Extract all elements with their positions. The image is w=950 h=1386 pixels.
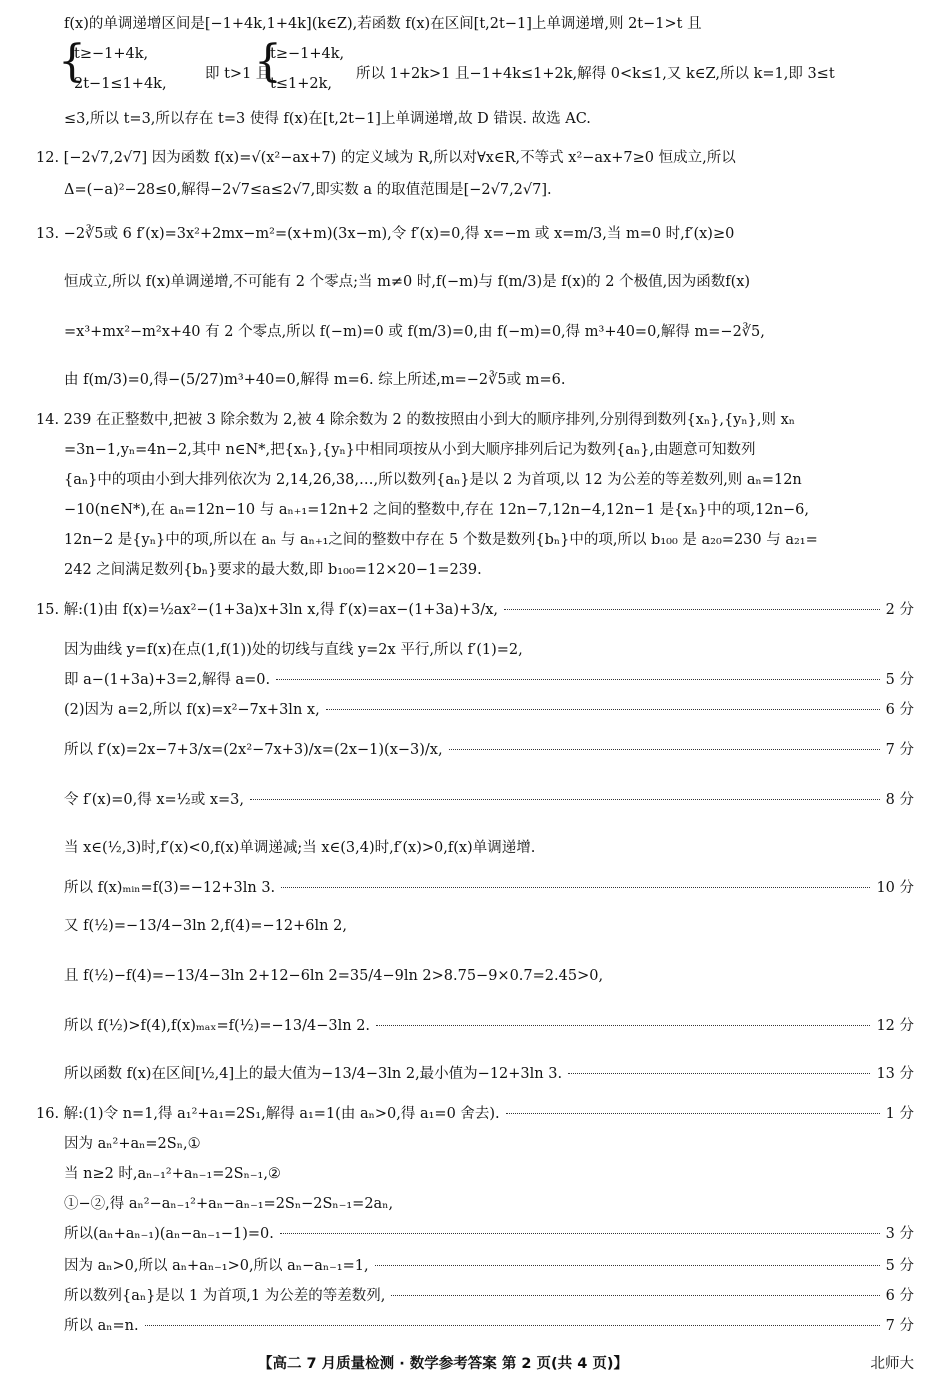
q15-step: 所以函数 f(x)在区间[½,4]上的最大值为−13/4−3ln 2,最小值为−12+3ln 3. 13 分	[64, 1062, 914, 1082]
text-line: t≥−1+4k,	[74, 46, 149, 62]
q14-line: {aₙ}中的项由小到大排列依次为 2,14,26,38,…,所以数列{aₙ}是以 2 为首项,以 12 为公差的等差数列,则 aₙ=12n	[64, 472, 802, 488]
score-mark: 2 分	[885, 602, 914, 618]
q15-step: 所以 f(x)ₘᵢₙ=f(3)=−12+3ln 3. 10 分	[64, 876, 914, 896]
text-line: t≥−1+4k,	[270, 46, 345, 62]
q16-step: 16. 解:(1)令 n=1,得 a₁²+a₁=2S₁,解得 a₁=1(由 aₙ>0,得 a₁=0 舍去). 1 分	[36, 1102, 914, 1122]
q15-step: 且 f(½)−f(4)=−13/4−3ln 2+12−6ln 2=35/4−9ln 2>8.75−9×0.7=2.45>0,	[64, 968, 604, 984]
q15-step: (2)因为 a=2,所以 f(x)=x²−7x+3ln x, 6 分	[64, 698, 914, 718]
text-line: 2t−1≤1+4k,	[74, 76, 167, 92]
q13-line: =x³+mx²−m²x+40 有 2 个零点,所以 f(−m)=0 或 f(m/3)=0,由 f(−m)=0,得 m³+40=0,解得 m=−2∛5,	[64, 324, 765, 340]
score-mark: 7 分	[885, 1318, 914, 1334]
publisher-label: 北师大	[870, 1356, 914, 1372]
q15-step: 令 f′(x)=0,得 x=½或 x=3, 8 分	[64, 788, 914, 808]
score-mark: 1 分	[885, 1106, 914, 1122]
score-mark: 5 分	[885, 672, 914, 688]
q14-line: =3n−1,yₙ=4n−2,其中 n∈N*,把{xₙ},{yₙ}中相同项按从小到大顺序排列后记为数列{aₙ},由题意可知数列	[64, 442, 756, 458]
q16-step: 所以 aₙ=n. 7 分	[64, 1314, 914, 1334]
q14-line: 14. 239 在正整数中,把被 3 除余数为 2,被 4 除余数为 2 的数按照由小到大的顺序排列,分别得到数列{xₙ},{yₙ},则 xₙ	[36, 412, 796, 428]
q15-step: 因为曲线 y=f(x)在点(1,f(1))处的切线与直线 y=2x 平行,所以 f′(1)=2,	[64, 642, 523, 658]
score-mark: 12 分	[876, 1018, 914, 1034]
q14-line: 12n−2 是{yₙ}中的项,所以在 aₙ 与 aₙ₊₁之间的整数中存在 5 个数是数列{bₙ}中的项,所以 b₁₀₀ 是 a₂₀=230 与 a₂₁=	[64, 532, 818, 548]
text-line: t≤1+2k,	[270, 76, 332, 92]
q13-line: 13. −2∛5或 6 f′(x)=3x²+2mx−m²=(x+m)(3x−m),令 f′(x)=0,得 x=−m 或 x=m/3,当 m=0 时,f′(x)≥0	[36, 226, 735, 242]
score-mark: 3 分	[885, 1226, 914, 1242]
q15-step: 又 f(½)=−13/4−3ln 2,f(4)=−12+6ln 2,	[64, 918, 347, 934]
text-line: 即 t>1 且	[205, 66, 271, 82]
score-mark: 5 分	[885, 1258, 914, 1274]
q16-step: ①−②,得 aₙ²−aₙ₋₁²+aₙ−aₙ₋₁=2Sₙ−2Sₙ₋₁=2aₙ,	[64, 1196, 394, 1212]
page-footer: 【高二 7 月质量检测 · 数学参考答案 第 2 页(共 4 页)】	[258, 1356, 628, 1372]
q15-step: 当 x∈(½,3)时,f′(x)<0,f(x)单调递减;当 x∈(3,4)时,f′(x)>0,f(x)单调递增.	[64, 840, 536, 856]
q16-step: 因为 aₙ>0,所以 aₙ+aₙ₋₁>0,所以 aₙ−aₙ₋₁=1, 5 分	[64, 1254, 914, 1274]
score-mark: 13 分	[876, 1066, 914, 1082]
score-mark: 8 分	[885, 792, 914, 808]
score-mark: 6 分	[885, 702, 914, 718]
q16-step: 当 n≥2 时,aₙ₋₁²+aₙ₋₁=2Sₙ₋₁,②	[64, 1166, 281, 1182]
q13-line: 恒成立,所以 f(x)单调递增,不可能有 2 个零点;当 m≠0 时,f(−m)与 f(m/3)是 f(x)的 2 个极值,因为函数f(x)	[64, 274, 751, 290]
score-mark: 7 分	[885, 742, 914, 758]
q15-step: 即 a−(1+3a)+3=2,解得 a=0. 5 分	[64, 668, 914, 688]
q16-step: 所以数列{aₙ}是以 1 为首项,1 为公差的等差数列, 6 分	[64, 1284, 914, 1304]
q13-line: 由 f(m/3)=0,得−(5/27)m³+40=0,解得 m=6. 综上所述,m=−2∛5或 m=6.	[64, 372, 566, 388]
q16-step: 所以(aₙ+aₙ₋₁)(aₙ−aₙ₋₁−1)=0. 3 分	[64, 1222, 914, 1242]
score-mark: 6 分	[885, 1288, 914, 1304]
q12-line: 12. [−2√7,2√7] 因为函数 f(x)=√(x²−ax+7) 的定义域为 R,所以对∀x∈R,不等式 x²−ax+7≥0 恒成立,所以	[36, 150, 736, 166]
q12-line: Δ=(−a)²−28≤0,解得−2√7≤a≤2√7,即实数 a 的取值范围是[−2√7,2√7].	[64, 182, 552, 198]
text-line: 所以 1+2k>1 且−1+4k≤1+2k,解得 0<k≤1,又 k∈Z,所以 k=1,即 3≤t	[356, 66, 835, 82]
q16-step: 因为 aₙ²+aₙ=2Sₙ,①	[64, 1136, 201, 1152]
score-mark: 10 分	[876, 880, 914, 896]
q14-line: 242 之间满足数列{bₙ}要求的最大数,即 b₁₀₀=12×20−1=239.	[64, 562, 482, 578]
q14-line: −10(n∈N*),在 aₙ=12n−10 与 aₙ₊₁=12n+2 之间的整数中,存在 12n−7,12n−4,12n−1 是{xₙ}中的项,12n−6,	[64, 502, 809, 518]
q15-step: 所以 f(½)>f(4),f(x)ₘₐₓ=f(½)=−13/4−3ln 2. 12 分	[64, 1014, 914, 1034]
system-brace: {	[58, 36, 86, 87]
q15-step: 15. 解:(1)由 f(x)=½ax²−(1+3a)x+3ln x,得 f′(x)=ax−(1+3a)+3/x, 2 分	[36, 598, 914, 618]
text-line: ≤3,所以 t=3,所以存在 t=3 使得 f(x)在[t,2t−1]上单调递增,故 D 错误. 故选 AC.	[64, 111, 591, 127]
text-line: f(x)的单调递增区间是[−1+4k,1+4k](k∈Z),若函数 f(x)在区间[t,2t−1]上单调递增,则 2t−1>t 且	[64, 16, 702, 32]
q15-step: 所以 f′(x)=2x−7+3/x=(2x²−7x+3)/x=(2x−1)(x−3)/x, 7 分	[64, 738, 914, 758]
system-brace: {	[254, 36, 282, 87]
